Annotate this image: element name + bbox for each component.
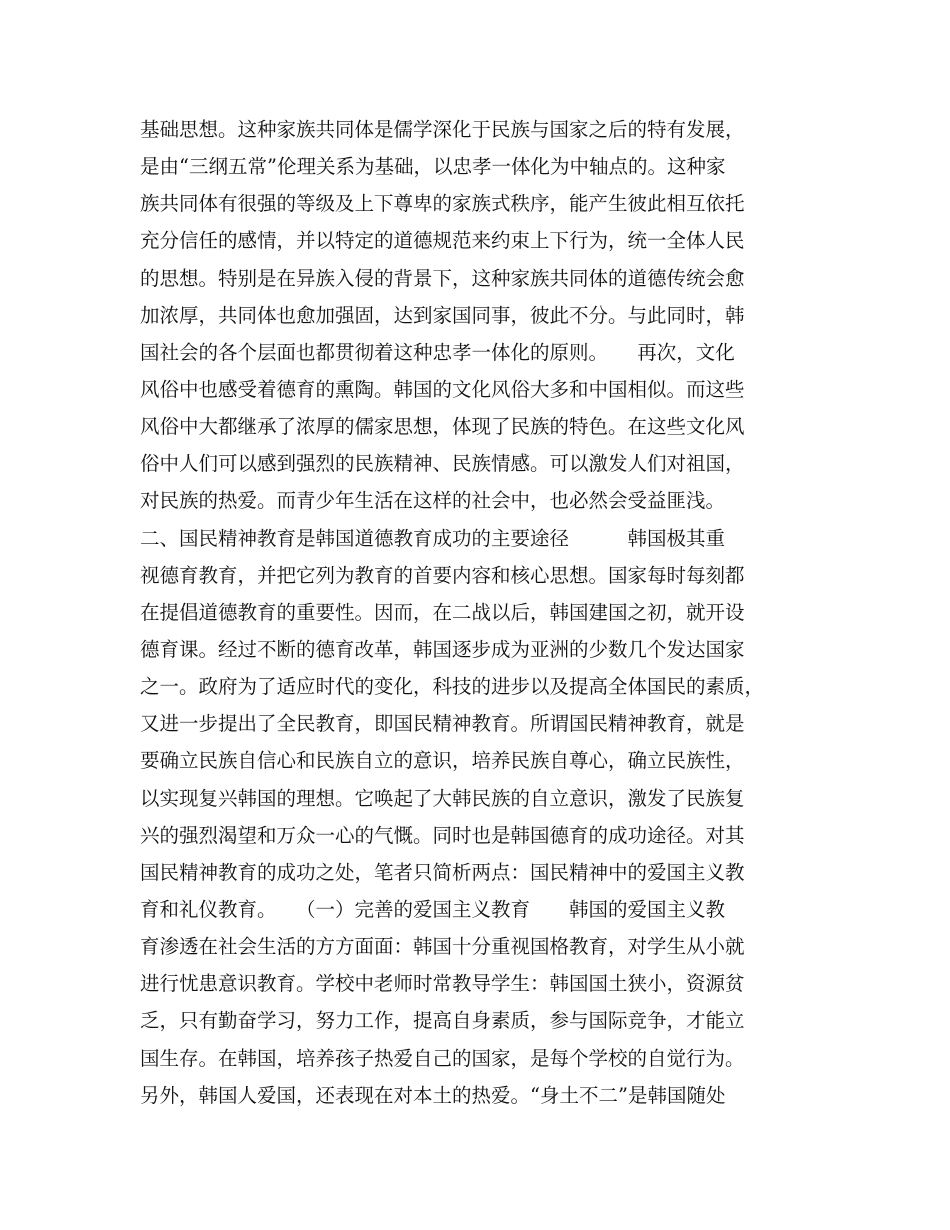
text-line: 加浓厚，共同体也愈加强固，达到家国同事，彼此不分。与此同时，韩 bbox=[140, 303, 745, 327]
text-line: 充分信任的感情，并以特定的道德规范来约束上下行为，统一全体人民 bbox=[140, 229, 745, 253]
text-line: 育渗透在社会生活的方方面面：韩国十分重视国格教育，对学生从小就 bbox=[140, 935, 745, 959]
text-line: 另外，韩国人爱国，还表现在对本土的热爱。“身土不二”是韩国随处 bbox=[140, 1083, 726, 1107]
body-text bbox=[140, 111, 830, 1114]
text-line: 风俗中也感受着德育的熏陶。韩国的文化风俗大多和中国相似。而这些 bbox=[140, 377, 745, 401]
text-line: 国生存。在韩国，培养孩子热爱自己的国家，是每个学校的自觉行为。 bbox=[140, 1046, 745, 1070]
text-line: 族共同体有很强的等级及上下尊卑的家族式秩序，能产生彼此相互依托 bbox=[140, 192, 745, 216]
text-line: 在提倡道德教育的重要性。因而，在二战以后，韩国建国之初，就开设 bbox=[140, 600, 745, 624]
text-line: 育和礼仪教育。 （一）完善的爱国主义教育 韩国的爱国主义教 bbox=[140, 897, 726, 921]
text-line: 之一。政府为了适应时代的变化，科技的进步以及提高全体国民的素质， bbox=[140, 675, 765, 699]
text-line: 要确立民族自信心和民族自立的意识，培养民族自尊心，确立民族性， bbox=[140, 749, 745, 773]
text-line: 国社会的各个层面也都贯彻着这种忠孝一体化的原则。 再次，文化 bbox=[140, 340, 735, 364]
text-line: 风俗中大都继承了浓厚的儒家思想，体现了民族的特色。在这些文化风 bbox=[140, 415, 745, 439]
text-line: 二、国民精神教育是韩国道德教育成功的主要途径 韩国极其重 bbox=[140, 526, 726, 550]
text-line: 的思想。特别是在异族入侵的背景下，这种家族共同体的道德传统会愈 bbox=[140, 266, 745, 290]
text-line: 基础思想。这种家族共同体是儒学深化于民族与国家之后的特有发展， bbox=[140, 118, 745, 141]
text-line: 进行忧患意识教育。学校中老师时常教导学生：韩国国土狭小，资源贫 bbox=[140, 972, 745, 996]
text-line: 视德育教育，并把它列为教育的首要内容和核心思想。国家每时每刻都 bbox=[140, 563, 745, 587]
text-line: 是由“三纲五常”伦理关系为基础，以忠孝一体化为中轴点的。这种家 bbox=[140, 155, 726, 179]
text-line: 以实现复兴韩国的理想。它唤起了大韩民族的自立意识，激发了民族复 bbox=[140, 786, 745, 810]
text-line: 又进一步提出了全民教育，即国民精神教育。所谓国民精神教育，就是 bbox=[140, 712, 745, 736]
text-line: 国民精神教育的成功之处，笔者只简析两点：国民精神中的爱国主义教 bbox=[140, 860, 745, 884]
text-line: 俗中人们可以感到强烈的民族精神、民族情感。可以激发人们对祖国， bbox=[140, 452, 745, 476]
text-line: 兴的强烈渴望和万众一心的气慨。同时也是韩国德育的成功途径。对其 bbox=[140, 823, 745, 847]
text-line: 对民族的热爱。而青少年生活在这样的社会中，也必然会受益匪浅。 bbox=[140, 489, 726, 513]
text-line: 乏，只有勤奋学习，努力工作，提高自身素质，参与国际竞争，才能立 bbox=[140, 1009, 745, 1033]
text-line: 德育课。经过不断的德育改革，韩国逐步成为亚洲的少数几个发达国家 bbox=[140, 637, 745, 661]
